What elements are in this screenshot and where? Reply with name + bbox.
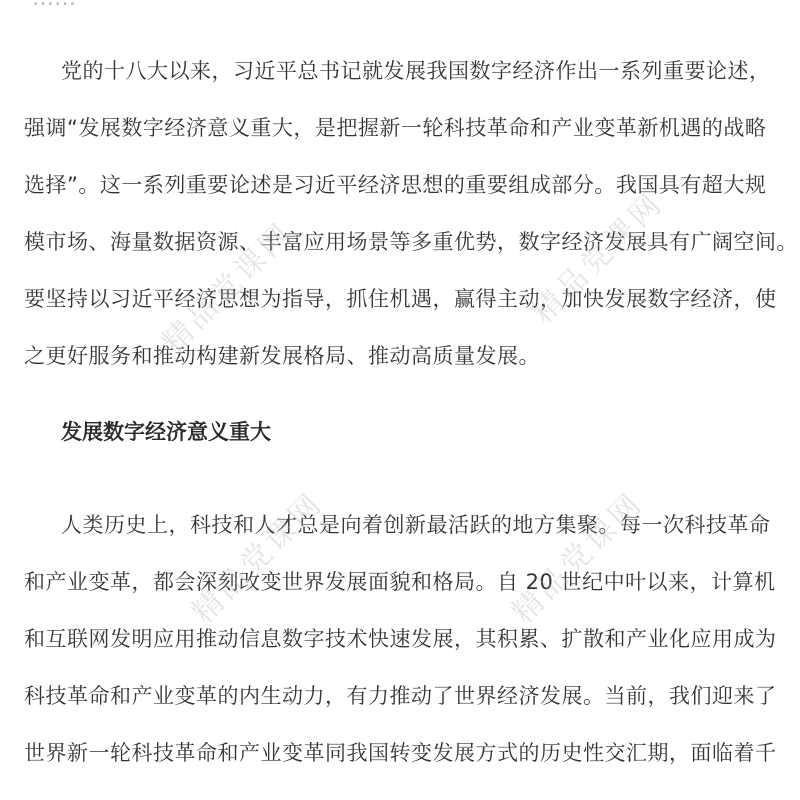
paragraph1-line-1: 党的十八大以来，习近平总书记就发展我国数字经济作出一系列重要论述，	[61, 59, 771, 83]
paragraph1-line-2: 强调“发展数字经济意义重大，是把握新一轮科技革命和产业变革新机遇的战略	[24, 116, 767, 140]
watermark: 精品党课网	[155, 215, 301, 361]
watermark: 精品党课网	[185, 485, 331, 631]
paragraph1-line-6: 之更好服务和推动构建新发展格局、推动高质量发展。	[24, 344, 540, 368]
paragraph1-line-5: 要坚持以习近平经济思想为指导，抓住机遇，赢得主动，加快发展数字经济，使	[24, 287, 777, 311]
paragraph2-line-2: 和产业变革，都会深刻改变世界发展面貌和格局。自 20 世纪中叶以来，计算机	[24, 570, 776, 594]
paragraph2-line-4: 科技革命和产业变革的内生动力，有力推动了世界经济发展。当前，我们迎来了	[24, 684, 777, 708]
paragraph1-line-4: 模市场、海量数据资源、丰富应用场景等多重优势，数字经济发展具有广阔空间。	[24, 230, 798, 254]
cut-off-top-line	[32, 0, 76, 11]
watermark: 精品党课网	[525, 185, 671, 331]
section-heading: 发展数字经济意义重大	[61, 420, 271, 444]
paragraph2-line-5: 世界新一轮科技革命和产业变革同我国转变发展方式的历史性交汇期，面临着千	[24, 741, 777, 765]
watermark: 精品党课网	[505, 485, 651, 631]
paragraph1-line-3: 选择”。这一系列重要论述是习近平经济思想的重要组成部分。我国具有超大规	[24, 173, 767, 197]
paragraph2-line-3: 和互联网发明应用推动信息数字技术快速发展，其积累、扩散和产业化应用成为	[24, 627, 777, 651]
paragraph2-line-1: 人类历史上，科技和人才总是向着创新最活跃的地方集聚。每一次科技革命	[61, 513, 771, 537]
